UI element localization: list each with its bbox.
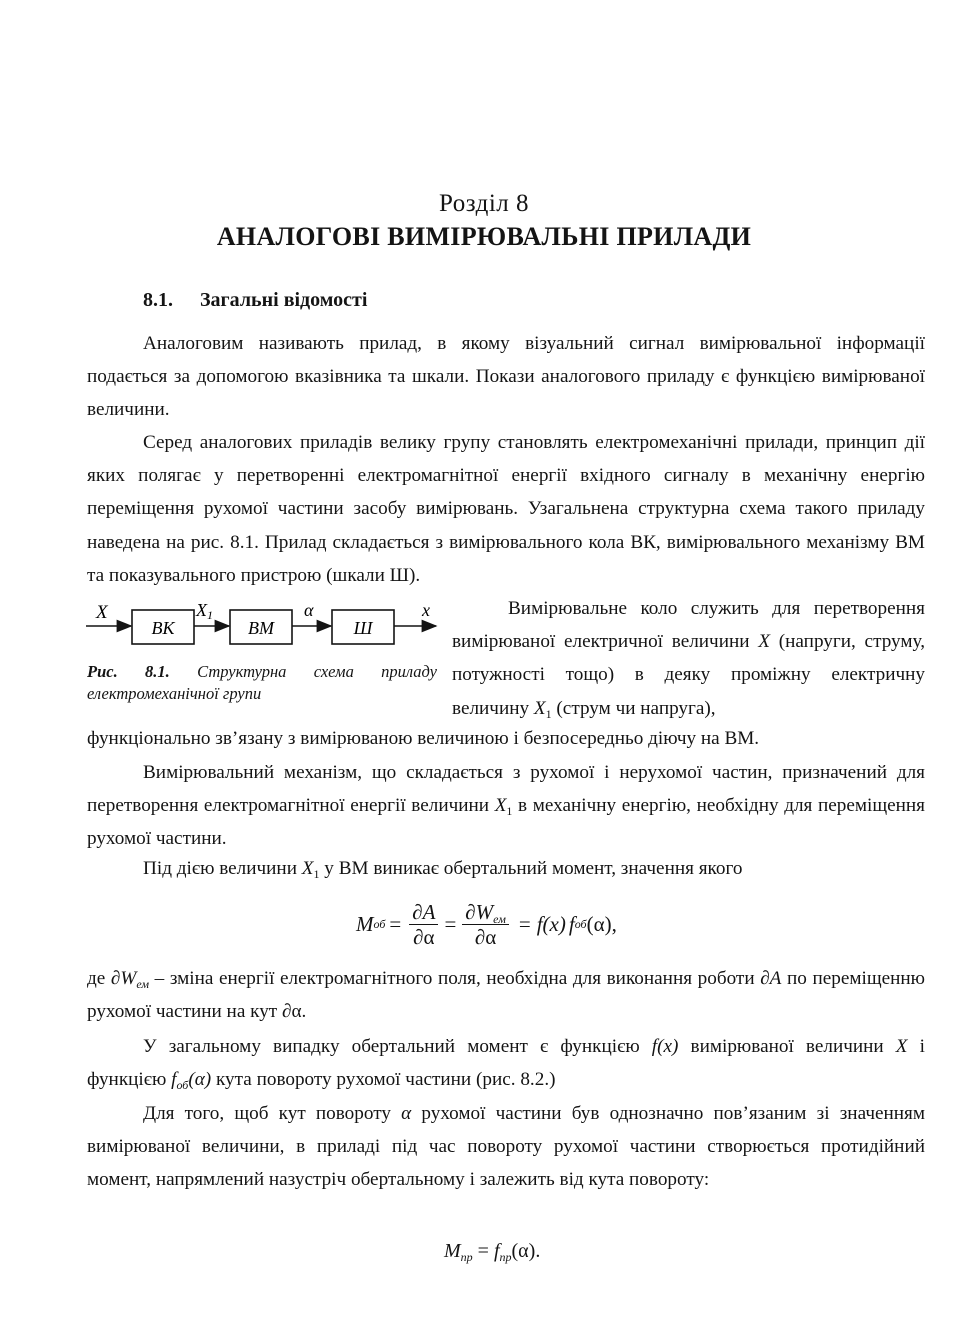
figure-caption-text: Структурна схема приладу електромеханічної групи <box>87 662 437 703</box>
counter-torque-formula: $M_{пр} = f_{пр}(\alpha)$. <box>444 1240 541 1264</box>
mid1-label: X1 <box>196 600 213 622</box>
chapter-label: Розділ 8 <box>438 190 530 217</box>
figure-caption-number: Рис. 8.1. <box>87 662 170 681</box>
paragraph-7: У загальному випадку обертальний момент є функцією f(x) вимірюваної величини X і функцією $f_{об}(\alpha)$ кута повороту рухомої частини (рис. 8.2.) <box>87 1036 925 1093</box>
paragraph-3: Вимірювальне коло служить для перетворення вимірюваної електричної величини X (напруги, струму, потужності тощо) в деяку проміжну електричну величину $X_1$ (струм чи напруга), <box>452 598 925 721</box>
section-title: Загальні відомості <box>200 289 368 311</box>
block-sh-label: Ш <box>353 618 373 638</box>
output-label: x <box>422 600 430 620</box>
chapter-title: АНАЛОГОВІ ВИМІРЮВАЛЬНІ ПРИЛАДИ <box>216 222 752 251</box>
paragraph-6: де $\partial W_{ем}$ – зміна енергії електромагнітного поля, необхідна для виконання роботи ∂A по переміщенню рухомої частини на кут ∂α. <box>87 968 925 1023</box>
fraction-dW-dalpha: $\frac{\partial W_{ем}}{\partial\alpha}$ <box>462 900 509 949</box>
paragraph-1: Аналоговим називають прилад, в якому візуальний сигнал вимірювальної інформації подається за допомогою вказівника та шкали. Покази аналогового приладу є функцією вимірюваної величини. <box>87 333 925 421</box>
paragraph-5: Під дією величини $X_1$ у ВМ виникає обертальний момент, значення якого <box>143 858 743 881</box>
torque-formula: M об = $\frac{\partial A}{\partial\alpha}$ = $\frac{\partial W_{ем}}{\partial\alpha}$ = f (x) f об (α), <box>356 899 617 949</box>
mid2-label: α <box>304 600 314 620</box>
paragraph-2: Серед аналогових приладів велику групу становлять електромеханічні прилади, принцип дії яких полягає у перетворенні електромагнітної енергії вхідного сигналу в механічну енергію переміщення рухомої частини засобу вимірювань. Узагальнена структурна схема такого приладу наведена на рис. 8.1. Прилад складається з вимірювального кола ВК, вимірювального механізму ВМ та показувального пристрою (шкали Ш). <box>87 432 925 586</box>
block-vm-label: ВМ <box>248 618 274 638</box>
fraction-dA-dalpha: $\frac{\partial A}{\partial\alpha}$ <box>409 900 438 949</box>
section-number: 8.1. <box>143 289 173 311</box>
input-label: X <box>96 602 108 623</box>
paragraph-3-continuation: функціонально зв’язану з вимірюваною величиною і безпосередньо діючу на ВМ. <box>87 728 760 749</box>
paragraph-4: Вимірювальний механізм, що складається з рухомої і нерухомої частин, призначений для перетворення електромагнітної енергії величини $X_1$ в механічну енергію, необхідну для переміщення рухомої частини. <box>87 762 926 850</box>
figure-caption <box>87 661 437 705</box>
section-heading <box>143 289 367 312</box>
block-vk-label: ВК <box>151 618 175 638</box>
paragraph-8: Для того, щоб кут повороту α рухомої частини був однозначно пов’язаним зі значенням вимірюваної величини, в приладі під час повороту рухомої частини створюється протидійний момент, напрямлений назустріч обертальному і залежить від кута повороту: <box>87 1103 925 1191</box>
